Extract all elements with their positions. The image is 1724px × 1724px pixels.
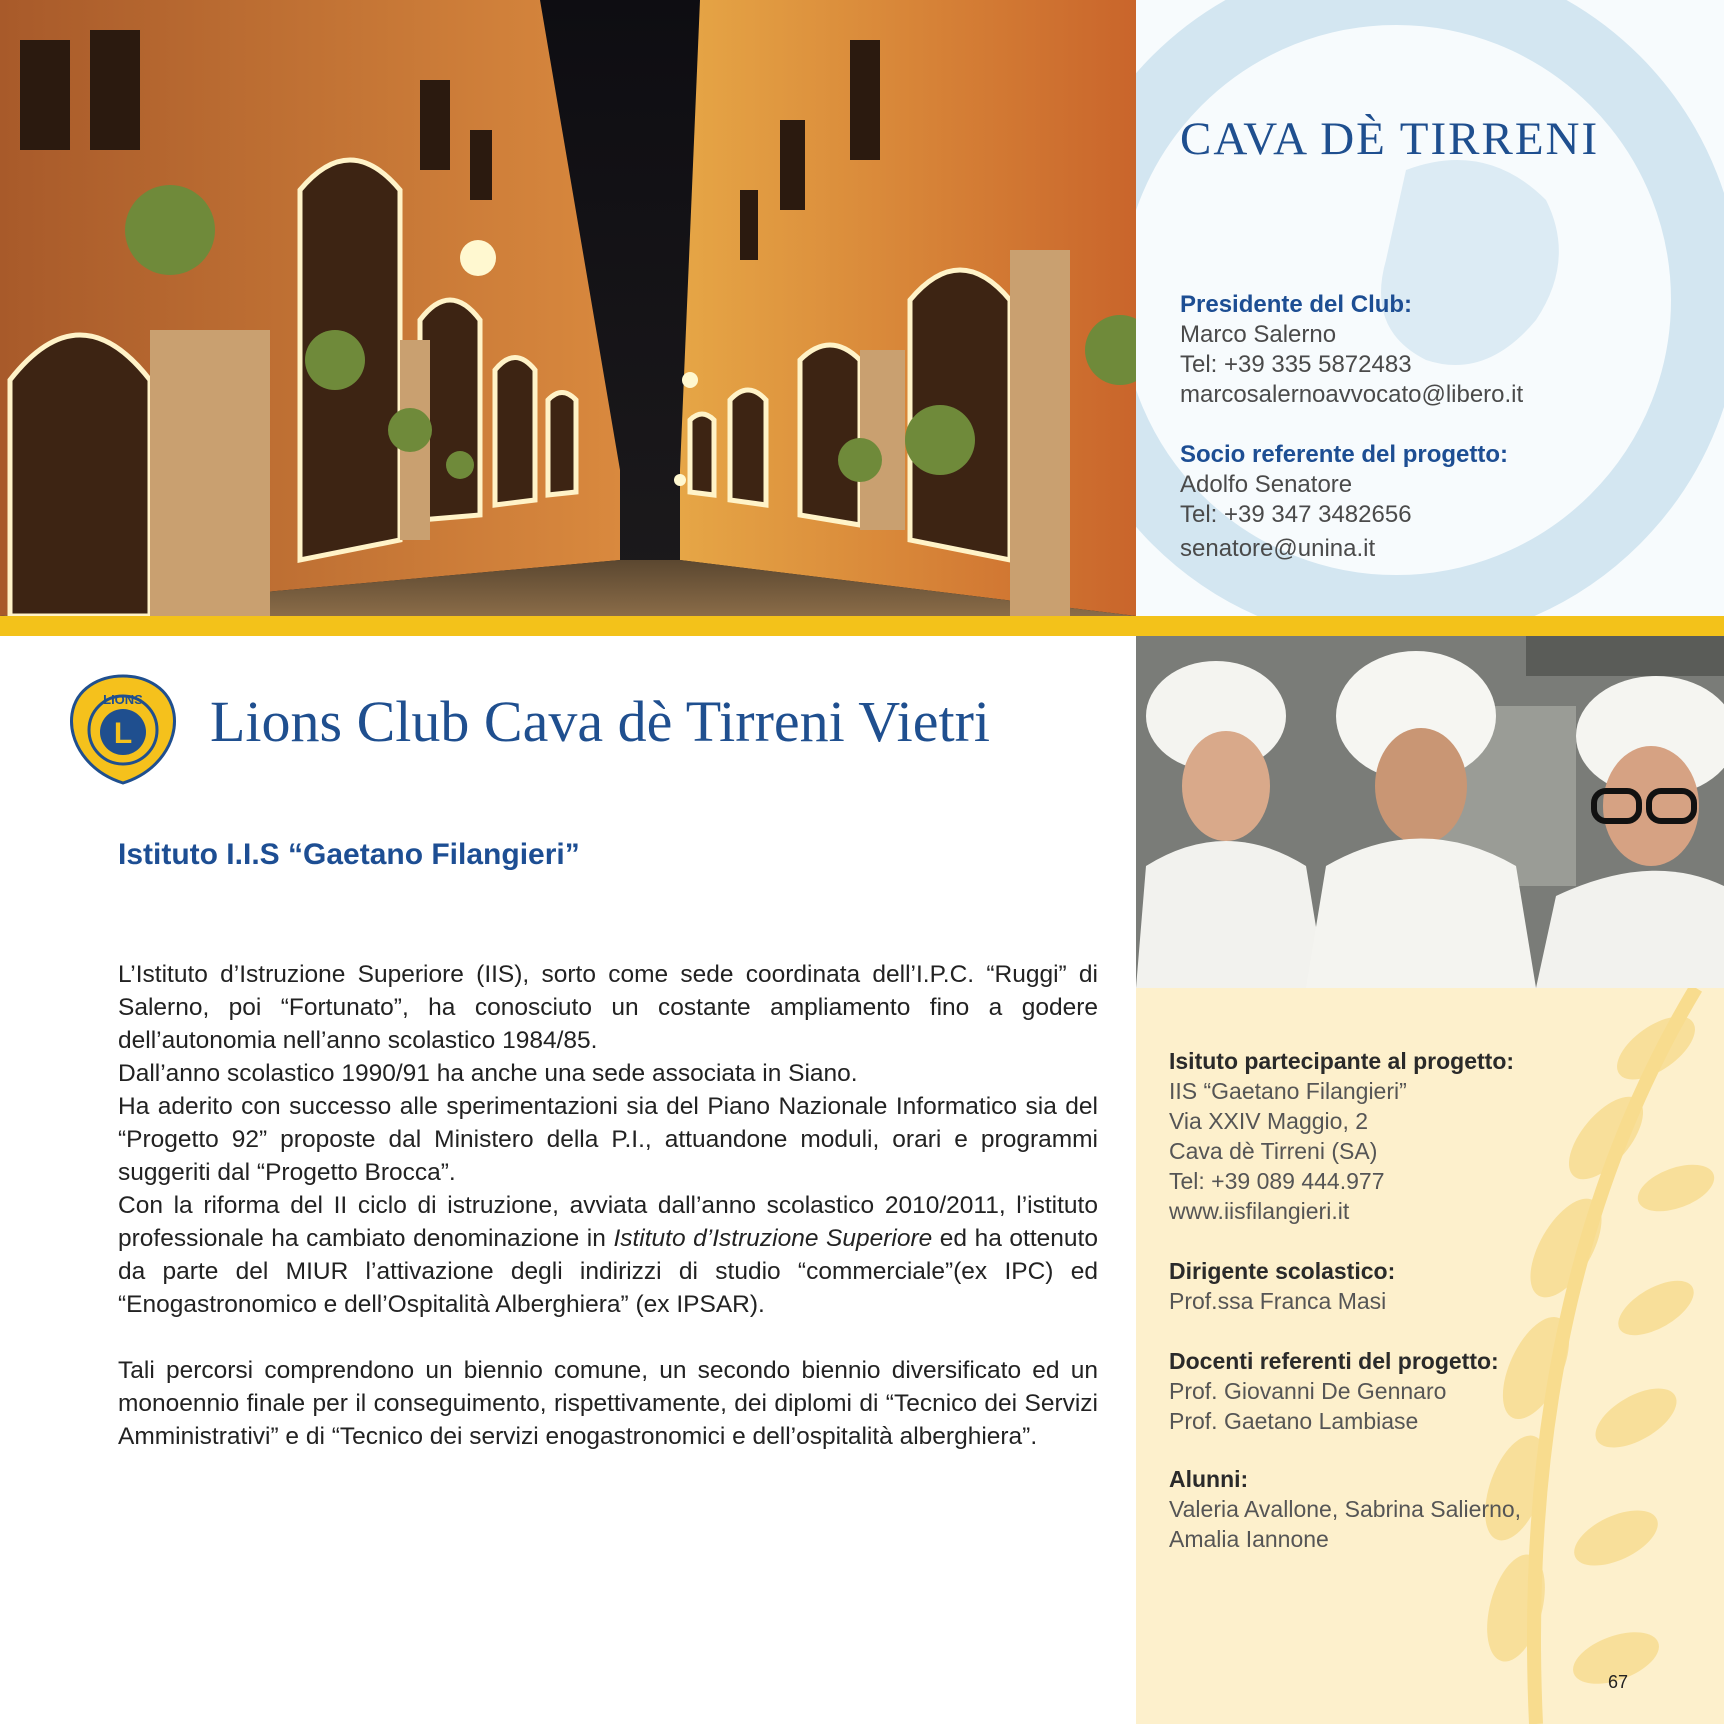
- president-label: Presidente del Club:: [1180, 291, 1413, 318]
- president-contact: [1180, 290, 1523, 410]
- teachers-label: Docenti referenti del progetto:: [1169, 1348, 1499, 1374]
- chef-photo-illustration: [1136, 636, 1724, 988]
- club-name-heading: Lions Club Cava dè Tirreni Vietri: [210, 689, 991, 754]
- school-title: Istituto I.I.S “Gaetano Filangieri”: [118, 838, 580, 871]
- president-email[interactable]: marcosalernoavvocato@libero.it: [1180, 381, 1524, 408]
- institute-website[interactable]: www.iisfilangieri.it: [1169, 1198, 1350, 1224]
- institute-tel: Tel: +39 089 444.977: [1169, 1168, 1385, 1194]
- body-p1d-end: ed ha ottenuto da parte del MIUR l’attivazione degli indirizzi di studio “commerciale”(ex IPC) ed “Enogastronomico e dell’Ospitalità Alberghiera” (ex IPSAR).: [118, 1225, 1098, 1318]
- yellow-divider: [0, 616, 1724, 636]
- lions-logo-icon: [66, 672, 181, 787]
- project-info-panel: [1136, 988, 1724, 1724]
- students-info: [1169, 1464, 1521, 1554]
- principal-name: Prof.ssa Franca Masi: [1169, 1288, 1387, 1314]
- logo-letter: L: [113, 717, 133, 750]
- institute-label: Isituto partecipante al progetto:: [1169, 1048, 1515, 1074]
- body-text: [118, 958, 1098, 1453]
- referent-contact: [1180, 440, 1508, 564]
- body-p1c: Ha aderito con successo alle sperimentazioni sia del Piano Nazionale Informatico sia del “Progetto 92” proposte dal Ministero della P.I., attuandone moduli, orari e programmi suggeriti dal “Progetto Brocca”.: [118, 1093, 1098, 1186]
- page-number: 67: [1608, 1672, 1629, 1692]
- institute-name: IIS “Gaetano Filangieri”: [1169, 1078, 1407, 1104]
- institute-city: Cava dè Tirreni (SA): [1169, 1138, 1378, 1164]
- president-name: Marco Salerno: [1180, 321, 1337, 348]
- institute-info: [1169, 1046, 1514, 1226]
- students-chef-photo: [1136, 636, 1724, 988]
- referent-email[interactable]: senatore@unina.it: [1180, 535, 1376, 562]
- club-contact-panel: [1136, 0, 1724, 616]
- referent-name: Adolfo Senatore: [1180, 471, 1353, 498]
- president-tel: Tel: +39 335 5872483: [1180, 351, 1412, 378]
- body-paragraph-1: [118, 958, 1098, 1321]
- logo-ring-text: LIONS: [103, 692, 143, 707]
- referent-label: Socio referente del progetto:: [1180, 441, 1509, 468]
- students-label: Alunni:: [1169, 1466, 1249, 1492]
- principal-label: Dirigente scolastico:: [1169, 1258, 1396, 1284]
- students-line-1: Valeria Avallone, Sabrina Salierno,: [1169, 1496, 1522, 1522]
- principal-info: [1169, 1256, 1395, 1316]
- teacher-1: Prof. Giovanni De Gennaro: [1169, 1378, 1447, 1404]
- teacher-2: Prof. Gaetano Lambiase: [1169, 1408, 1419, 1434]
- body-p1d-start: Con la riforma del II ciclo di istruzione, avviata dall’anno scolastico 2010/2011, l’istituto professionale ha cambiato denominazione in: [118, 1192, 1098, 1252]
- students-line-2: Amalia Iannone: [1169, 1526, 1329, 1552]
- teachers-info: [1169, 1346, 1499, 1436]
- referent-tel: Tel: +39 347 3482656: [1180, 501, 1412, 528]
- institute-address: Via XXIV Maggio, 2: [1169, 1108, 1369, 1134]
- street-night-photo: [0, 0, 1136, 616]
- body-p1b: Dall’anno scolastico 1990/91 ha anche una sede associata in Siano.: [118, 1060, 858, 1087]
- body-p1d-italic: Istituto d’Istruzione Superiore: [613, 1225, 933, 1252]
- body-p1a: L’Istituto d’Istruzione Superiore (IIS), sorto come sede coordinata dell’I.P.C. “Ruggi” di Salerno, poi “Fortunato”, ha conosciuto un costante ampliamento fino a godere dell’autonomia nell’anno scolastico 1984/85.: [118, 961, 1098, 1054]
- street-photo-illustration: [0, 0, 1136, 616]
- city-title: CAVA DÈ TIRRENI: [1180, 113, 1600, 165]
- body-paragraph-2: Tali percorsi comprendono un biennio comune, un secondo biennio diversificato ed un monoennio finale per il conseguimento, rispettivamente, dei diplomi di “Tecnico dei Servizi Amministrativi” e di “Tecnico dei servizi enogastronomici e dell’ospitalità alberghiera”.: [118, 1357, 1098, 1450]
